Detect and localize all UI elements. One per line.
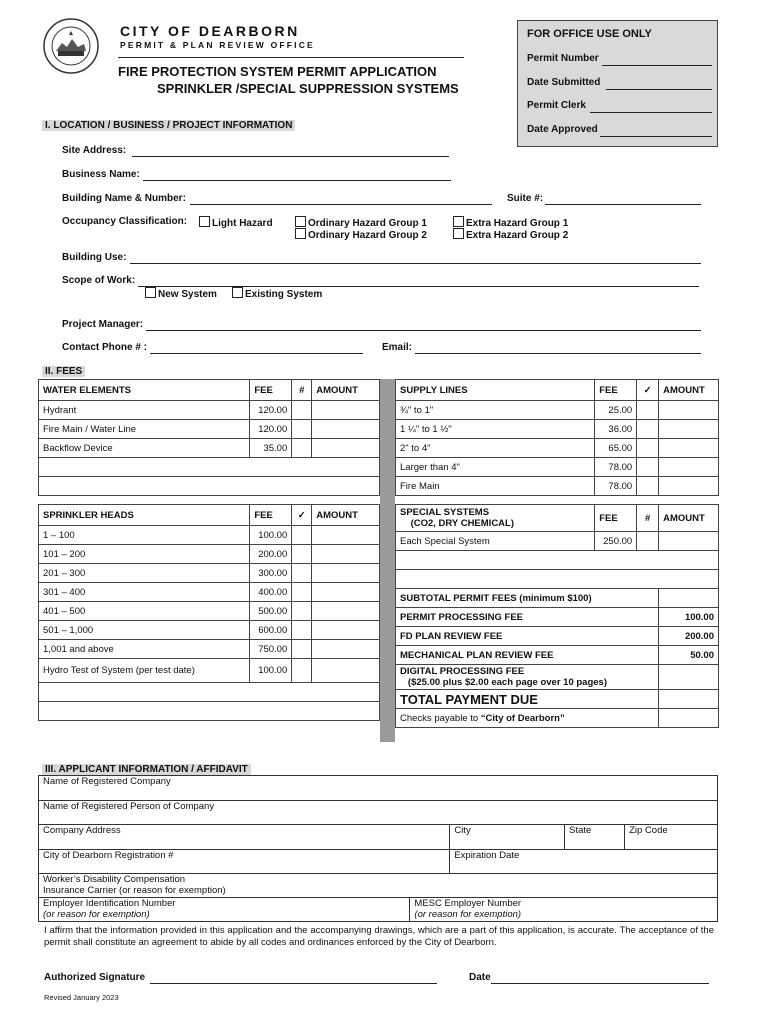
water-col-amount: AMOUNT <box>312 380 380 401</box>
state-field[interactable]: State <box>565 825 625 850</box>
light-hazard-checkbox[interactable] <box>199 216 210 227</box>
site-address-label: Site Address: <box>62 145 127 156</box>
special-col-amount: AMOUNT <box>659 505 719 532</box>
amount-cell[interactable] <box>312 602 380 621</box>
office-name: PERMIT & PLAN REVIEW OFFICE <box>120 40 315 50</box>
check-cell[interactable] <box>637 458 659 477</box>
office-use-title: FOR OFFICE USE ONLY <box>527 28 652 40</box>
water-row-backflow: Backflow Device 35.00 <box>39 439 380 458</box>
check-cell[interactable] <box>292 583 312 602</box>
ordinary-2-option[interactable]: Ordinary Hazard Group 2 <box>295 228 427 241</box>
amount-cell[interactable] <box>659 401 719 420</box>
amount-cell[interactable] <box>312 583 380 602</box>
count-cell[interactable] <box>292 401 312 420</box>
ordinary-1-checkbox[interactable] <box>295 216 306 227</box>
sprinkler-row: 501 – 1,000 600.00 <box>39 621 380 640</box>
signature-field[interactable] <box>150 983 437 984</box>
supply-col-amount: AMOUNT <box>659 380 719 401</box>
special-row-blank <box>396 570 719 589</box>
amount-cell[interactable] <box>312 420 380 439</box>
suite-field[interactable] <box>545 204 701 205</box>
amount-cell[interactable] <box>312 401 380 420</box>
date-submitted-field[interactable] <box>606 89 712 90</box>
building-use-label: Building Use: <box>62 252 127 263</box>
water-col-fee: FEE <box>250 380 292 401</box>
new-system-option[interactable]: New System <box>145 287 217 300</box>
wdc-field[interactable]: Worker’s Disability Compensation Insurance Carrier (or reason for exemption) <box>39 874 718 898</box>
existing-system-option[interactable]: Existing System <box>232 287 322 300</box>
business-name-label: Business Name: <box>62 169 140 180</box>
ordinary-2-checkbox[interactable] <box>295 228 306 239</box>
mech-review-row: MECHANICAL PLAN REVIEW FEE 50.00 <box>396 646 719 665</box>
sprinkler-row-blank <box>39 683 380 702</box>
sprinkler-row-blank <box>39 702 380 721</box>
amount-cell[interactable] <box>312 640 380 659</box>
signature-label: Authorized Signature <box>44 972 146 983</box>
left-fees-table <box>38 379 380 721</box>
building-name-field[interactable] <box>190 204 492 205</box>
ein-field[interactable]: Employer Identification Number (or reason for exemption) <box>39 898 410 922</box>
count-cell[interactable] <box>292 439 312 458</box>
special-col-fee: FEE <box>595 505 637 532</box>
occupancy-label: Occupancy Classification: <box>62 216 188 227</box>
sprinkler-col-amount: AMOUNT <box>312 505 380 526</box>
fd-review-row: FD PLAN REVIEW FEE 200.00 <box>396 627 719 646</box>
office-use-box <box>517 20 718 147</box>
date-approved-field[interactable] <box>600 136 712 137</box>
amount-cell[interactable] <box>659 439 719 458</box>
new-system-checkbox[interactable] <box>145 287 156 298</box>
amount-cell[interactable] <box>312 659 380 683</box>
extra-1-option[interactable]: Extra Hazard Group 1 <box>453 216 568 229</box>
supply-row: Fire Main 78.00 <box>396 477 719 496</box>
date-label: Date <box>469 972 491 983</box>
business-name-field[interactable] <box>143 180 451 181</box>
supply-row: 1 ¼" to 1 ½" 36.00 <box>396 420 719 439</box>
supply-col-fee: FEE <box>595 380 637 401</box>
extra-1-checkbox[interactable] <box>453 216 464 227</box>
sprinkler-col-label: SPRINKLER HEADS <box>39 505 250 526</box>
sprinkler-row: 301 – 400 400.00 <box>39 583 380 602</box>
scope-of-work-label: Scope of Work: <box>62 275 136 286</box>
subtotal-row: SUBTOTAL PERMIT FEES (minimum $100) <box>396 589 719 608</box>
check-cell[interactable] <box>292 621 312 640</box>
date-field[interactable] <box>491 983 709 984</box>
amount-cell[interactable] <box>312 545 380 564</box>
water-col-label: WATER ELEMENTS <box>39 380 250 401</box>
permit-number-label: Permit Number <box>527 53 599 64</box>
amount-cell[interactable] <box>659 420 719 439</box>
water-row-blank <box>39 477 380 496</box>
count-cell[interactable] <box>637 532 659 551</box>
check-cell[interactable] <box>637 401 659 420</box>
city-seal-logo <box>42 17 100 75</box>
water-col-count: # <box>292 380 312 401</box>
date-submitted-label: Date Submitted <box>527 77 601 88</box>
date-approved-label: Date Approved <box>527 124 598 135</box>
scope-of-work-field[interactable] <box>138 286 699 287</box>
sprinkler-col-check: ✓ <box>292 505 312 526</box>
special-col-label: SPECIAL SYSTEMS (CO2, DRY CHEMICAL) <box>396 505 595 532</box>
amount-cell[interactable] <box>659 532 719 551</box>
check-cell[interactable] <box>292 526 312 545</box>
sprinkler-row-hydro: Hydro Test of System (per test date) 100.00 <box>39 659 380 683</box>
company-field[interactable]: Name of Registered Company <box>39 776 718 801</box>
existing-system-checkbox[interactable] <box>232 287 243 298</box>
section1-title: I. LOCATION / BUSINESS / PROJECT INFORMATION <box>42 120 295 131</box>
sprinkler-row: 1,001 and above 750.00 <box>39 640 380 659</box>
section2-title: II. FEES <box>42 366 85 377</box>
supply-header-row <box>396 380 719 401</box>
header-rule <box>118 57 464 58</box>
sprinkler-header-row <box>39 505 380 526</box>
subtotal-amount[interactable] <box>659 589 719 608</box>
amount-cell[interactable] <box>312 526 380 545</box>
registration-field[interactable]: City of Dearborn Registration # <box>39 850 450 874</box>
total-amount[interactable] <box>659 690 719 709</box>
registration-row <box>39 850 718 874</box>
section3-title: III. APPLICANT INFORMATION / AFFIDAVIT <box>42 764 251 775</box>
check-cell[interactable] <box>292 564 312 583</box>
check-cell[interactable] <box>292 545 312 564</box>
light-hazard-option[interactable]: Light Hazard <box>199 216 273 229</box>
applicant-table <box>38 775 718 922</box>
mesc-field[interactable]: MESC Employer Number (or reason for exemption) <box>410 898 718 922</box>
check-cell[interactable] <box>292 659 312 683</box>
contact-phone-field[interactable] <box>150 353 363 354</box>
supply-col-check: ✓ <box>637 380 659 401</box>
zip-field[interactable]: Zip Code <box>625 825 718 850</box>
company-row <box>39 776 718 801</box>
ein-row <box>39 898 718 922</box>
right-fees-table <box>395 379 719 728</box>
water-header-row <box>39 380 380 401</box>
check-cell[interactable] <box>292 640 312 659</box>
amount-cell[interactable] <box>312 439 380 458</box>
project-manager-field[interactable] <box>146 330 701 331</box>
sprinkler-col-fee: FEE <box>250 505 292 526</box>
suite-label: Suite #: <box>507 193 544 204</box>
permit-number-field[interactable] <box>602 65 712 66</box>
extra-2-checkbox[interactable] <box>453 228 464 239</box>
special-row: Each Special System 250.00 <box>396 532 719 551</box>
ordinary-1-option[interactable]: Ordinary Hazard Group 1 <box>295 216 427 229</box>
sprinkler-row: 401 – 500 500.00 <box>39 602 380 621</box>
address-field[interactable]: Company Address <box>39 825 450 850</box>
address-row <box>39 825 718 850</box>
person-row <box>39 801 718 825</box>
amount-cell[interactable] <box>659 477 719 496</box>
revised-note: Revised January 2023 <box>44 993 119 1002</box>
building-use-field[interactable] <box>130 263 701 264</box>
city-name: CITY OF DEARBORN <box>120 23 300 39</box>
digital-fee-amount[interactable] <box>659 665 719 690</box>
supply-col-label: SUPPLY LINES <box>396 380 595 401</box>
amount-cell[interactable] <box>312 621 380 640</box>
extra-2-option[interactable]: Extra Hazard Group 2 <box>453 228 568 241</box>
permit-clerk-label: Permit Clerk <box>527 100 586 111</box>
water-row-hydrant: Hydrant 120.00 <box>39 401 380 420</box>
amount-cell[interactable] <box>659 458 719 477</box>
processing-fee-row: PERMIT PROCESSING FEE 100.00 <box>396 608 719 627</box>
site-address-field[interactable] <box>132 156 449 157</box>
supply-row: 2" to 4" 65.00 <box>396 439 719 458</box>
permit-clerk-field[interactable] <box>590 112 712 113</box>
checks-payable-row: Checks payable to “City of Dearborn” <box>396 709 719 728</box>
check-cell[interactable] <box>292 602 312 621</box>
special-header-row <box>396 505 719 532</box>
digital-fee-row: DIGITAL PROCESSING FEE ($25.00 plus $2.00 each page over 10 pages) <box>396 665 719 690</box>
email-field[interactable] <box>415 353 701 354</box>
count-cell[interactable] <box>292 420 312 439</box>
water-row-blank <box>39 458 380 477</box>
check-cell[interactable] <box>637 439 659 458</box>
total-row: TOTAL PAYMENT DUE <box>396 690 719 709</box>
form-title-line1: FIRE PROTECTION SYSTEM PERMIT APPLICATION <box>118 64 437 79</box>
wdc-row <box>39 874 718 898</box>
check-cell[interactable] <box>637 477 659 496</box>
form-title-line2: SPRINKLER /SPECIAL SUPPRESSION SYSTEMS <box>157 81 459 96</box>
supply-row: ¾" to 1" 25.00 <box>396 401 719 420</box>
building-name-label: Building Name & Number: <box>62 193 186 204</box>
sprinkler-row: 1 – 100 100.00 <box>39 526 380 545</box>
city-field[interactable]: City <box>450 825 565 850</box>
check-cell[interactable] <box>637 420 659 439</box>
expiration-field[interactable]: Expiration Date <box>450 850 718 874</box>
water-row-fire-main: Fire Main / Water Line 120.00 <box>39 420 380 439</box>
special-row-blank <box>396 551 719 570</box>
supply-row: Larger than 4" 78.00 <box>396 458 719 477</box>
email-label: Email: <box>382 342 413 353</box>
sprinkler-row: 201 – 300 300.00 <box>39 564 380 583</box>
special-col-count: # <box>637 505 659 532</box>
contact-phone-label: Contact Phone # : <box>62 342 148 353</box>
amount-cell[interactable] <box>312 564 380 583</box>
person-field[interactable]: Name of Registered Person of Company <box>39 801 718 825</box>
affirmation-text: I affirm that the information provided in this application and the accompanying drawings, which are a part of this application, is accurate. The acceptance of the permit shall constitute an agreement to abide by all codes and ordinances enforced by the City of Dearborn. <box>44 925 714 948</box>
table-divider <box>380 379 395 742</box>
sprinkler-row: 101 – 200 200.00 <box>39 545 380 564</box>
project-manager-label: Project Manager: <box>62 319 144 330</box>
